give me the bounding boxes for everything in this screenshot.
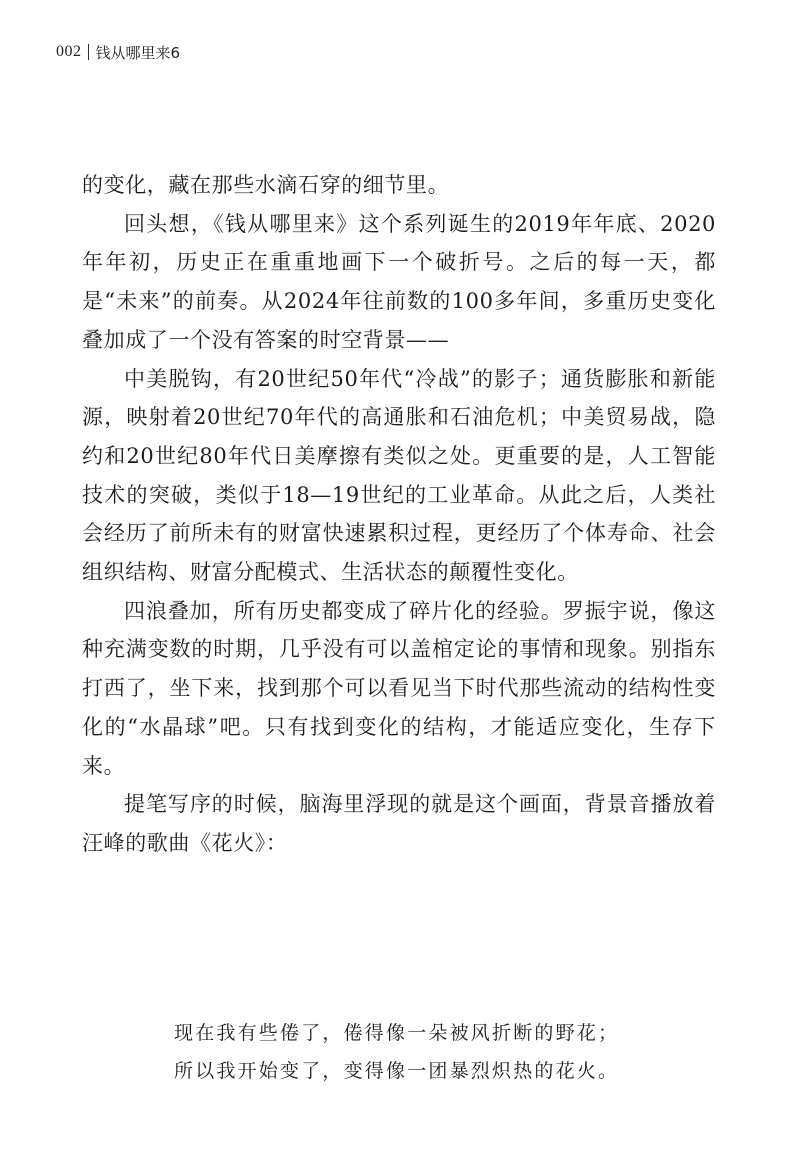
paragraph-continuation: 的变化，藏在那些水滴石穿的细节里。 xyxy=(82,173,450,197)
lyric-line: 所以我开始变了，变得像一团暴烈炽热的花火。 xyxy=(174,1060,620,1082)
book-title: 钱从哪里来6 xyxy=(95,43,181,62)
paragraph-writing-preface: 提笔写序的时候，脑海里浮现的就是这个画面，背景音播放着汪峰的歌曲《花火》： xyxy=(82,792,716,855)
paragraph-four-waves: 四浪叠加，所有历史都变成了碎片化的经验。罗振宇说，像这种充满变数的时期，几乎没有可以盖棺定论的事情和现象。别指东打西了，坐下来，找到那个可以看见当下时代那些流动的结构性变化的“水晶球”吧。只有找到变化的结构，才能适应变化，生存下来。 xyxy=(82,598,716,778)
header-divider xyxy=(88,44,89,60)
paragraph-series-origin: 回头想，《钱从哪里来》这个系列诞生的2019年年底、2020年年初，历史正在重重地画下一个破折号。之后的每一天，都是“未来”的前奏。从2024年往前数的100多年间，多重历史变化叠加成了一个没有答案的时空背景—— xyxy=(82,211,716,352)
paragraph-historical-parallels: 中美脱钩，有20世纪50年代“冷战”的影子；通货膨胀和新能源，映射着20世纪70年代的高通胀和石油危机；中美贸易战，隐约和20世纪80年代日美摩擦有类似之处。更重要的是，人工智能技术的突破，类似于18—19世纪的工业革命。从此之后，人类社会经历了前所未有的财富快速累积过程，更经历了个体寿命、社会组织结构、财富分配模式、生活状态的颠覆性变化。 xyxy=(82,366,716,585)
running-header xyxy=(56,40,180,64)
page-number: 002 xyxy=(56,43,82,60)
song-lyrics-quote xyxy=(174,1014,694,1090)
lyric-line: 现在我有些倦了，倦得像一朵被风折断的野花； xyxy=(174,1022,620,1044)
body-text xyxy=(82,166,716,863)
